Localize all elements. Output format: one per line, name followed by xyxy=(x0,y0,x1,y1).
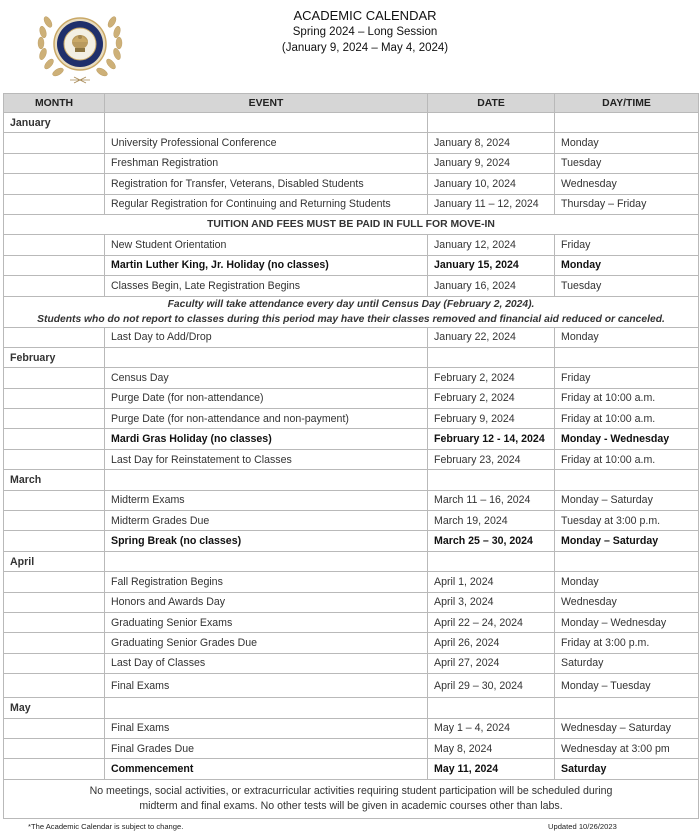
tuition-notice-row xyxy=(4,214,699,234)
event-cell: Graduating Senior Exams xyxy=(105,612,428,632)
day-time-cell: Wednesday xyxy=(555,174,699,194)
table-row xyxy=(4,633,699,653)
date-cell: February 23, 2024 xyxy=(428,449,555,469)
table-row xyxy=(4,388,699,408)
month-label: May xyxy=(4,698,105,718)
day-time-cell: Monday – Wednesday xyxy=(555,612,699,632)
month-row-january xyxy=(4,113,699,133)
table-row xyxy=(4,653,699,673)
column-header-month: MONTH xyxy=(4,94,105,113)
exam-policy-row xyxy=(4,779,699,818)
event-cell: Last Day to Add/Drop xyxy=(105,327,428,347)
date-cell: February 2, 2024 xyxy=(428,388,555,408)
month-row-may xyxy=(4,698,699,718)
day-time-cell: Monday - Wednesday xyxy=(555,429,699,449)
day-time-cell: Wednesday – Saturday xyxy=(555,718,699,738)
table-row xyxy=(4,612,699,632)
holiday-row xyxy=(4,531,699,551)
date-cell: April 26, 2024 xyxy=(428,633,555,653)
table-row xyxy=(4,738,699,758)
day-time-cell: Saturday xyxy=(555,759,699,779)
month-label: April xyxy=(4,551,105,571)
holiday-row xyxy=(4,255,699,275)
date-cell: May 1 – 4, 2024 xyxy=(428,718,555,738)
event-cell: Purge Date (for non-attendance) xyxy=(105,388,428,408)
date-cell: April 3, 2024 xyxy=(428,592,555,612)
day-time-cell: Monday xyxy=(555,572,699,592)
document-header xyxy=(30,7,700,56)
date-cell: March 11 – 16, 2024 xyxy=(428,490,555,510)
date-cell: January 15, 2024 xyxy=(428,255,555,275)
day-time-cell: Monday – Saturday xyxy=(555,490,699,510)
date-cell: January 22, 2024 xyxy=(428,327,555,347)
change-disclaimer: *The Academic Calendar is subject to change. xyxy=(28,822,184,831)
date-cell: January 16, 2024 xyxy=(428,276,555,296)
academic-calendar-table xyxy=(3,93,699,819)
day-time-cell: Friday at 10:00 a.m. xyxy=(555,409,699,429)
event-cell: Midterm Grades Due xyxy=(105,511,428,531)
event-cell: Freshman Registration xyxy=(105,153,428,173)
day-time-cell: Monday – Saturday xyxy=(555,531,699,551)
event-cell: Last Day for Reinstatement to Classes xyxy=(105,449,428,469)
date-cell: May 11, 2024 xyxy=(428,759,555,779)
column-header-date: DATE xyxy=(428,94,555,113)
date-cell: April 27, 2024 xyxy=(428,653,555,673)
event-cell: Midterm Exams xyxy=(105,490,428,510)
column-header-day-time: DAY/TIME xyxy=(555,94,699,113)
table-row xyxy=(4,235,699,255)
date-cell: April 29 – 30, 2024 xyxy=(428,674,555,698)
day-time-cell: Thursday – Friday xyxy=(555,194,699,214)
day-time-cell: Tuesday at 3:00 p.m. xyxy=(555,511,699,531)
table-row xyxy=(4,153,699,173)
table-row xyxy=(4,674,699,698)
holiday-row xyxy=(4,429,699,449)
attendance-notice-line-1: Faculty will take attendance every day until Census Day (February 2, 2024). xyxy=(167,298,535,310)
event-cell: Census Day xyxy=(105,368,428,388)
day-time-cell: Friday at 10:00 a.m. xyxy=(555,388,699,408)
day-time-cell: Tuesday xyxy=(555,276,699,296)
day-time-cell: Friday xyxy=(555,235,699,255)
date-cell: February 9, 2024 xyxy=(428,409,555,429)
date-cell: February 12 - 14, 2024 xyxy=(428,429,555,449)
exam-policy-line-1: No meetings, social activities, or extracurricular activities requiring student participation will be scheduled during xyxy=(89,784,613,797)
event-cell: New Student Orientation xyxy=(105,235,428,255)
day-time-cell: Monday – Tuesday xyxy=(555,674,699,698)
event-cell: Graduating Senior Grades Due xyxy=(105,633,428,653)
day-time-cell: Tuesday xyxy=(555,153,699,173)
event-cell: Purge Date (for non-attendance and non-payment) xyxy=(105,409,428,429)
tuition-notice: TUITION AND FEES MUST BE PAID IN FULL FOR MOVE-IN xyxy=(4,214,699,234)
commencement-row xyxy=(4,759,699,779)
updated-date: Updated 10/26/2023 xyxy=(548,822,617,831)
table-row xyxy=(4,174,699,194)
event-cell: Fall Registration Begins xyxy=(105,572,428,592)
table-row xyxy=(4,572,699,592)
event-cell: Regular Registration for Continuing and Returning Students xyxy=(105,194,428,214)
month-row-april xyxy=(4,551,699,571)
date-cell: January 9, 2024 xyxy=(428,153,555,173)
event-cell: Final Exams xyxy=(105,674,428,698)
date-cell: February 2, 2024 xyxy=(428,368,555,388)
day-time-cell: Monday xyxy=(555,327,699,347)
table-row xyxy=(4,718,699,738)
month-label: February xyxy=(4,347,105,367)
event-cell: Last Day of Classes xyxy=(105,653,428,673)
table-header-row xyxy=(4,94,699,113)
day-time-cell: Friday at 10:00 a.m. xyxy=(555,449,699,469)
table-row xyxy=(4,449,699,469)
event-cell: Final Exams xyxy=(105,718,428,738)
table-row xyxy=(4,368,699,388)
table-row xyxy=(4,276,699,296)
day-time-cell: Wednesday at 3:00 pm xyxy=(555,738,699,758)
event-cell: University Professional Conference xyxy=(105,133,428,153)
event-cell: Classes Begin, Late Registration Begins xyxy=(105,276,428,296)
month-label: January xyxy=(4,113,105,133)
table-row xyxy=(4,194,699,214)
session-date-range: (January 9, 2024 – May 4, 2024) xyxy=(281,42,449,54)
date-cell: May 8, 2024 xyxy=(428,738,555,758)
table-row xyxy=(4,592,699,612)
event-cell: Commencement xyxy=(105,759,428,779)
event-cell: Final Grades Due xyxy=(105,738,428,758)
table-row xyxy=(4,490,699,510)
page-title: ACADEMIC CALENDAR xyxy=(293,8,437,23)
month-label: March xyxy=(4,470,105,490)
date-cell: January 12, 2024 xyxy=(428,235,555,255)
table-row xyxy=(4,511,699,531)
column-header-event: EVENT xyxy=(105,94,428,113)
event-cell: Registration for Transfer, Veterans, Disabled Students xyxy=(105,174,428,194)
date-cell: April 1, 2024 xyxy=(428,572,555,592)
event-cell: Martin Luther King, Jr. Holiday (no classes) xyxy=(105,255,428,275)
date-cell: March 25 – 30, 2024 xyxy=(428,531,555,551)
month-row-february xyxy=(4,347,699,367)
month-row-march xyxy=(4,470,699,490)
day-time-cell: Monday xyxy=(555,133,699,153)
attendance-notice-line-2: Students who do not report to classes during this period may have their classes removed and financial aid reduced or canceled. xyxy=(37,313,665,325)
session-subtitle: Spring 2024 – Long Session xyxy=(292,26,438,38)
day-time-cell: Friday at 3:00 p.m. xyxy=(555,633,699,653)
day-time-cell: Wednesday xyxy=(555,592,699,612)
date-cell: April 22 – 24, 2024 xyxy=(428,612,555,632)
table-row xyxy=(4,133,699,153)
exam-policy-notice xyxy=(4,779,699,818)
table-row xyxy=(4,327,699,347)
exam-policy-line-2: midterm and final exams. No other tests will be given in academic courses other than labs. xyxy=(139,799,563,812)
day-time-cell: Friday xyxy=(555,368,699,388)
event-cell: Mardi Gras Holiday (no classes) xyxy=(105,429,428,449)
attendance-notice xyxy=(4,296,699,327)
day-time-cell: Saturday xyxy=(555,653,699,673)
event-cell: Honors and Awards Day xyxy=(105,592,428,612)
table-row xyxy=(4,409,699,429)
event-cell: Spring Break (no classes) xyxy=(105,531,428,551)
date-cell: January 10, 2024 xyxy=(428,174,555,194)
attendance-notice-row xyxy=(4,296,699,327)
day-time-cell: Monday xyxy=(555,255,699,275)
date-cell: March 19, 2024 xyxy=(428,511,555,531)
date-cell: January 11 – 12, 2024 xyxy=(428,194,555,214)
date-cell: January 8, 2024 xyxy=(428,133,555,153)
